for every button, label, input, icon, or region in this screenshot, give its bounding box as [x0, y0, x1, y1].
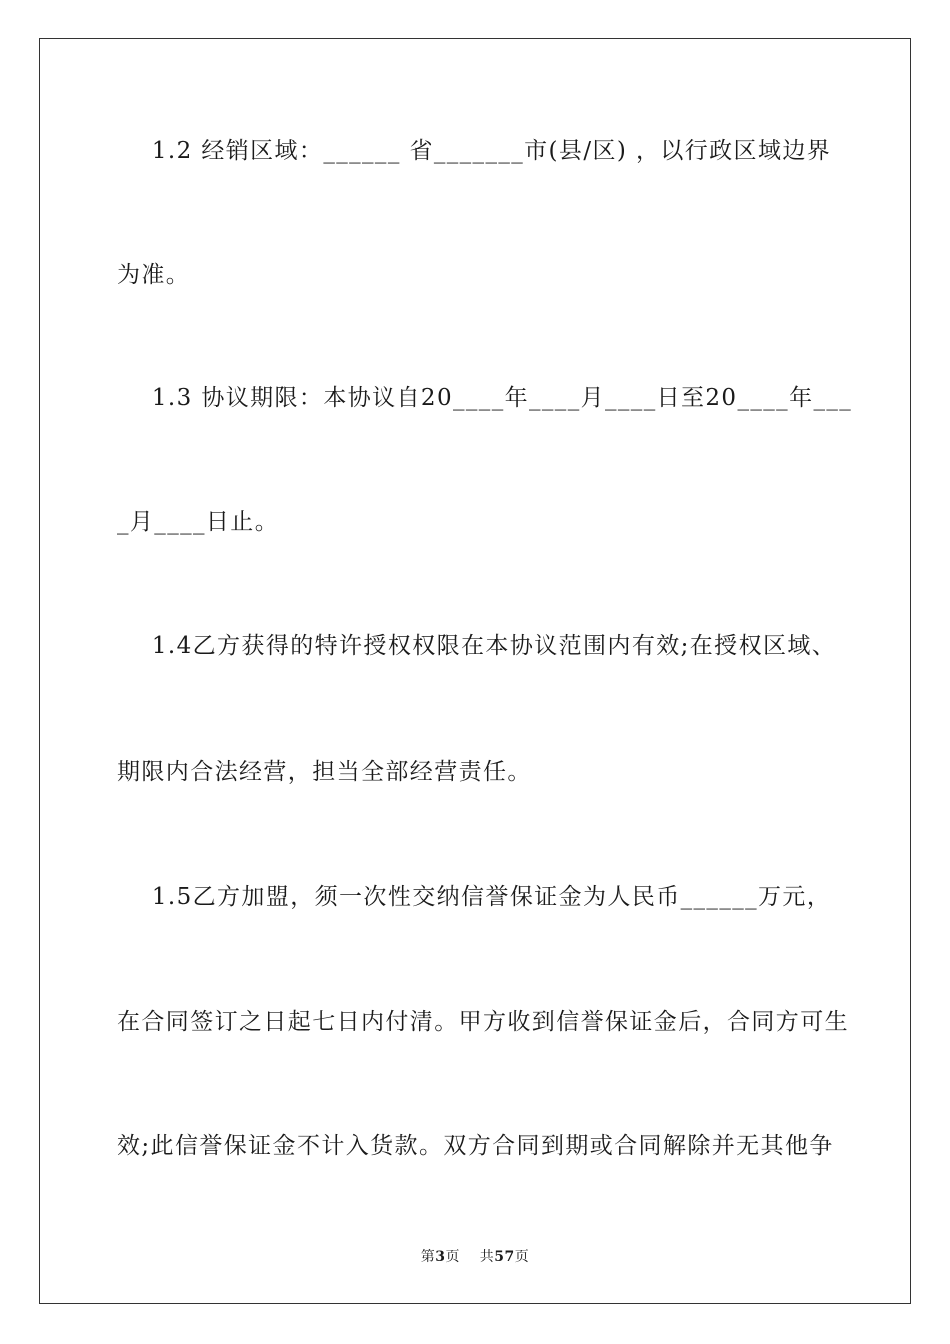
page-suffix: 页 — [445, 1249, 460, 1265]
paragraph-line: 1.2 经销区域：______ 省_______市(县/区) ，以行政区域边界 — [117, 138, 832, 164]
paragraph-line: 为准。 — [117, 262, 191, 288]
page-prefix: 第 — [420, 1249, 436, 1265]
total-pages: 57 — [494, 1249, 515, 1265]
total-prefix: 共 — [479, 1249, 495, 1265]
paragraph-line: 在合同签订之日起七日内付清。甲方收到信誉保证金后，合同方可生 — [117, 1009, 849, 1035]
page-footer — [0, 1246, 950, 1266]
paragraph-line: 1.5乙方加盟，须一次性交纳信誉保证金为人民币______万元， — [117, 884, 832, 910]
paragraph-line: 1.3 协议期限：本协议自20____年____月____日至20____年___ — [117, 385, 853, 411]
total-suffix: 页 — [514, 1249, 530, 1265]
paragraph-line: 效;此信誉保证金不计入货款。双方合同到期或合同解除并无其他争 — [117, 1133, 834, 1159]
page-number: 3 — [435, 1249, 446, 1265]
paragraph-line: _月____日止。 — [117, 509, 280, 535]
paragraph-line: 1.4乙方获得的特许授权权限在本协议范围内有效;在授权区域、 — [117, 633, 837, 659]
page-border — [39, 38, 911, 1304]
paragraph-line: 期限内合法经营，担当全部经营责任。 — [117, 759, 532, 785]
